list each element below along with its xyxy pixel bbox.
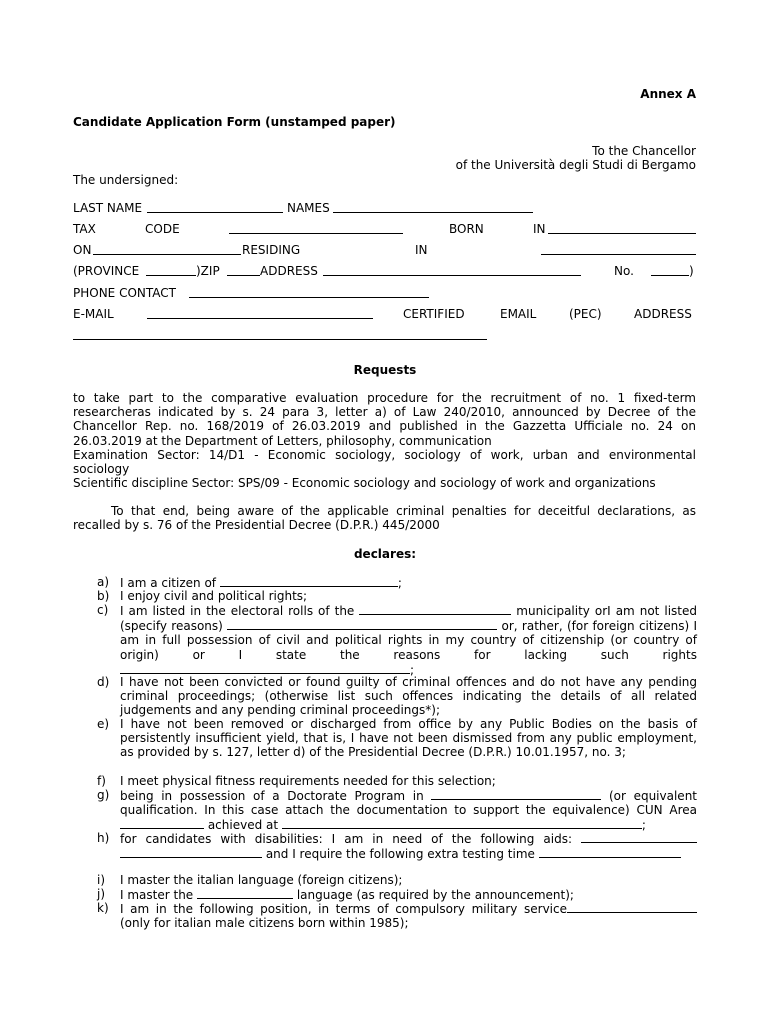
last-name-field[interactable] xyxy=(147,201,283,213)
phone-row xyxy=(73,286,696,300)
birthplace-field[interactable] xyxy=(548,222,696,234)
item-text-3: or, rather, (for foreign citizens) I am in full possession of civil and political rights in my country of citizenship (or country of origin) or I state the reasons for lacking such rights xyxy=(120,619,697,662)
item-text: I have not been convicted or found guilty of criminal offences and do not have any pending criminal proceedings; (otherwise list such offences indicating the details of all related judgements and any pending criminal proceedings*); xyxy=(120,675,697,718)
declaration-j xyxy=(97,887,697,902)
item-label: b) xyxy=(97,589,110,603)
pec-address-label: ADDRESS xyxy=(634,307,692,321)
close-paren: ) xyxy=(689,264,694,278)
item-text-3: achieved at xyxy=(204,818,282,833)
declaration-f xyxy=(97,774,697,788)
language-field[interactable] xyxy=(197,887,293,899)
addressee-line-1: To the Chancellor xyxy=(592,144,696,158)
declaration-i xyxy=(97,873,697,887)
names-field[interactable] xyxy=(333,201,533,213)
item-text: I enjoy civil and political rights; xyxy=(120,589,308,603)
item-text-end: language (as required by the announcement); xyxy=(293,888,574,902)
province-field[interactable] xyxy=(146,264,196,276)
undersigned-label: The undersigned: xyxy=(73,173,179,187)
declaration-a xyxy=(97,575,697,590)
item-text: I am a citizen of xyxy=(120,576,220,590)
declaration-c xyxy=(97,603,697,677)
declaration-k xyxy=(97,901,697,930)
item-text: I have not been removed or discharged from office by any Public Bodies on the basis of persistently insufficient yield, that is, I have not been dismissed from any public employment, as provided by s. 127, letter d) of the Presidential Decree (D.P.R.) 10.01.1957, no. 3; xyxy=(120,717,697,760)
tax-label: TAX xyxy=(73,222,96,236)
item-text-2: (or equivalent qualification. In this case attach the documentation to support the equivalence) CUN Area xyxy=(120,789,698,818)
aids-field-2[interactable] xyxy=(120,846,262,858)
item-text: for candidates with disabilities: I am in need of the following aids: xyxy=(120,832,581,846)
phone-label: PHONE CONTACT xyxy=(73,286,176,300)
born-in-label: IN xyxy=(533,222,546,236)
item-text: I master the italian language (foreign citizens); xyxy=(120,873,403,887)
pec-label: (PEC) xyxy=(569,307,602,321)
on-label: ON xyxy=(73,243,92,257)
last-name-label: LAST NAME xyxy=(73,201,143,215)
email-label: E-MAIL xyxy=(73,307,114,321)
pec-address-field[interactable] xyxy=(73,339,487,340)
item-text: I am listed in the electoral rolls of the xyxy=(120,604,360,618)
requests-heading: Requests xyxy=(353,363,417,377)
zip-label: )ZIP xyxy=(196,264,220,278)
birthdate-row xyxy=(73,243,696,257)
declaration-g xyxy=(97,788,697,833)
tax-code-field[interactable] xyxy=(229,222,403,234)
municipality-field[interactable] xyxy=(359,603,511,615)
residing-in-label: IN xyxy=(415,243,428,257)
residence-field[interactable] xyxy=(541,243,696,255)
number-label: No. xyxy=(614,264,634,278)
addressee-line-2: of the Università degli Studi di Bergamo xyxy=(455,158,696,172)
declares-heading: declares: xyxy=(353,547,417,561)
email-word-label: EMAIL xyxy=(500,307,537,321)
item-text: I meet physical fitness requirements needed for this selection; xyxy=(120,774,496,788)
citizenship-field[interactable] xyxy=(220,575,398,587)
item-label: i) xyxy=(97,873,106,887)
code-label: CODE xyxy=(145,222,180,236)
item-text-end: ; xyxy=(641,818,646,833)
form-title: Candidate Application Form (unstamped paper) xyxy=(73,115,396,129)
item-text: being in possession of a Doctorate Program in xyxy=(120,789,432,803)
scientific-sector: Scientific discipline Sector: SPS/09 - Economic sociology and sociology of work and organizations xyxy=(73,476,656,490)
item-label: e) xyxy=(97,717,110,731)
zip-field[interactable] xyxy=(227,264,260,276)
doctorate-field[interactable] xyxy=(431,788,601,800)
address-label: ADDRESS xyxy=(260,264,318,278)
declaration-e xyxy=(97,717,697,760)
reasons-field[interactable] xyxy=(227,618,497,630)
cun-area-field[interactable] xyxy=(120,817,204,829)
examination-sector: Examination Sector: 14/D1 - Economic sociology, sociology of work, urban and environmental sociology xyxy=(73,448,696,477)
birthdate-field[interactable] xyxy=(93,243,241,255)
item-text: I master the xyxy=(120,888,197,902)
tax-code-row xyxy=(73,222,696,236)
item-label: f) xyxy=(97,774,106,788)
number-field[interactable] xyxy=(651,264,689,276)
declaration-b xyxy=(97,589,697,603)
item-text-2: municipality orI am not listed (specify reasons) xyxy=(120,604,697,634)
phone-field[interactable] xyxy=(189,286,429,298)
item-text: I am in the following position, in terms of compulsory military service xyxy=(120,902,567,916)
item-label: h) xyxy=(97,831,110,845)
name-row xyxy=(73,201,696,215)
born-label: BORN xyxy=(449,222,484,236)
item-text-end: ; xyxy=(410,662,415,677)
email-row xyxy=(73,307,696,321)
item-label: j) xyxy=(97,887,106,901)
item-text-end: (only for italian male citizens born within 1985); xyxy=(120,916,409,931)
aids-field[interactable] xyxy=(581,831,697,843)
names-label: NAMES xyxy=(287,201,330,215)
extra-time-field[interactable] xyxy=(539,846,681,858)
annex-label: Annex A xyxy=(640,87,696,101)
certified-label: CERTIFIED xyxy=(403,307,465,321)
item-label: a) xyxy=(97,575,110,589)
province-label: (PROVINCE xyxy=(73,264,140,278)
military-service-field[interactable] xyxy=(567,901,697,913)
item-label: d) xyxy=(97,675,110,689)
item-label: c) xyxy=(97,603,109,617)
declaration-h xyxy=(97,831,697,861)
item-text-end: ; xyxy=(397,576,402,590)
penalties-paragraph: To that end, being aware of the applicable criminal penalties for deceitful declarations, as recalled by s. 76 of the Presidential Decree (D.P.R.) 445/2000 xyxy=(73,504,696,533)
item-label: g) xyxy=(97,788,110,802)
declaration-d xyxy=(97,675,697,718)
residing-label: RESIDING xyxy=(242,243,301,257)
item-text-2: and I require the following extra testing time xyxy=(262,847,539,862)
address-row xyxy=(73,264,696,278)
address-field[interactable] xyxy=(323,264,581,276)
lacking-rights-field[interactable] xyxy=(120,662,410,674)
item-label: k) xyxy=(97,901,109,915)
requests-body: to take part to the comparative evaluation procedure for the recruitment of no. 1 fixed-term researcheras indicated by s. 24 para 3, letter a) of Law 240/2010, announced by Decree of the Chancellor Rep. no. 168/2019 of 26.03.2019 and published in the Gazzetta Ufficiale no. 24 on 26.03.2019 at the Department of Letters, philosophy, communication xyxy=(73,391,696,448)
achieved-at-field[interactable] xyxy=(282,817,642,829)
email-field[interactable] xyxy=(147,307,373,319)
